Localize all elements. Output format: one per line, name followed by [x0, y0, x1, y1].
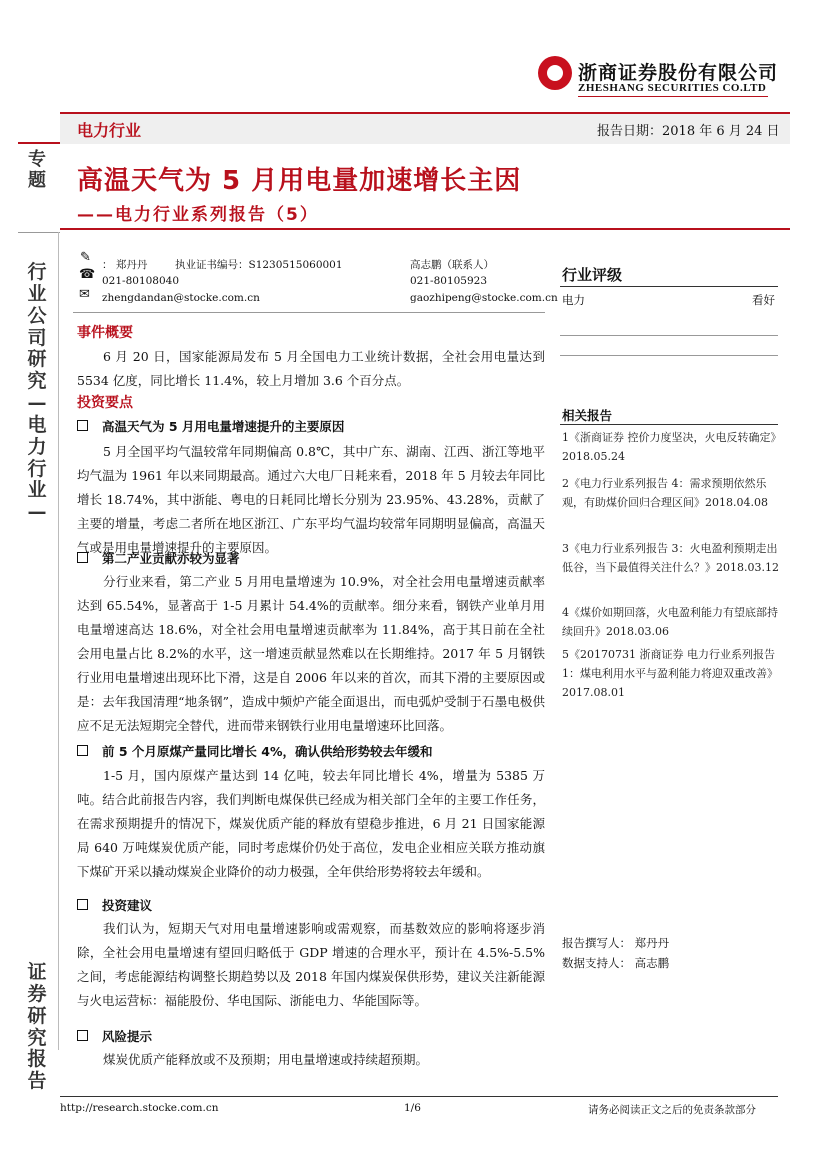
bullet-5-label: 风险提示	[102, 1029, 153, 1044]
sidebar-top-label: 专题	[28, 149, 46, 191]
pen-icon: ✎	[80, 250, 91, 265]
analyst2-phone: 021-80105923	[410, 275, 488, 287]
bullet-3-label: 前 5 个月原煤产量同比增长 4%，确认供给形势较去年缓和	[102, 744, 433, 759]
related-item-3[interactable]: 3《电力行业系列报告 3：火电盈利预期走出低谷，当下最值得关注什么？》2018.03.12	[562, 542, 779, 574]
event-text: 6 月 20 日，国家能源局发布 5 月全国电力工业统计数据，全社会用电量达到 5534 亿度，同比增长 11.4%，较上月增加 3.6 个百分点。	[77, 349, 545, 388]
related-item-1[interactable]: 1《浙商证券 控价力度坚决，火电反转确定》2018.05.24	[562, 431, 776, 463]
analyst1-phone: 021-80108040	[102, 275, 180, 287]
analyst1-cert: 执业证书编号：S1230515060001	[175, 259, 343, 271]
checkbox-icon	[77, 420, 88, 431]
bullet-4-text: 我们认为，短期天气对用电量增速影响或需观察，而基数效应的影响将逐步消除，全社会用电量增速有望回归略低于 GDP 增速的合理水平，预计在 4.5%-5.5%之间，考虑能源结构调整长期趋势以及 2018 年国内煤炭保供形势，建议关注新能源与火电运营标：福能股份、华电国际、浙能电力、华能国际等。	[77, 921, 545, 1008]
title-divider	[60, 228, 790, 230]
bullet-2-text: 分行业来看，第二产业 5 月用电量增速为 10.9%，对全社会用电量增速贡献率达到 65.54%，显著高于 1-5 月累计 54.4%的贡献率。细分来看，钢铁产业单月用电量增速高达 18.6%，对全社会用电量增速贡献率为 11.84%，高于其日前在全社会用电量占比 8.2%的水平，这一增速贡献显然难以在长期维持。2017 年 5 月钢铁行业用电量增速出现环比下滑，这是自 2006 年以来的首次，而其下滑的主要原因或是：去年我国清理“地条钢”，造成中频炉产能全面退出，而电弧炉受制于石墨电极供应不足无法短期完全替代，进而带来钢铁行业用电量增速环比回落。	[77, 574, 545, 733]
related-item-4[interactable]: 4《煤价如期回落，火电盈利能力有望底部持续回升》2018.03.06	[562, 606, 778, 638]
report-date: 报告日期：2018 年 6 月 24 日	[597, 124, 780, 139]
sidebar-middle-label: 行业公司研究—电力行业—	[27, 261, 47, 524]
sidebar-divider	[18, 232, 60, 233]
invest-title: 投资要点	[77, 395, 133, 411]
checkbox-icon	[77, 899, 88, 910]
logo-icon	[538, 56, 572, 90]
rating-rule-2	[560, 335, 778, 336]
analyst1-name: ： 郑丹丹	[102, 259, 148, 271]
checkbox-icon	[77, 1030, 88, 1041]
rating-industry: 电力	[562, 293, 585, 307]
company-name-en: ZHESHANG SECURITIES CO.LTD	[578, 82, 767, 94]
footer-rule	[60, 1096, 778, 1097]
sidebar-top-rule	[18, 142, 60, 144]
footer-url[interactable]: http://research.stocke.com.cn	[60, 1102, 219, 1114]
contact-divider	[73, 312, 545, 313]
page-title: 高温天气为 5 月用电量加速增长主因	[77, 166, 522, 196]
report-writer: 报告撰写人： 郑丹丹	[562, 936, 670, 950]
sidebar-bottom-label: 证券研究报告	[27, 961, 47, 1093]
rating-value: 看好	[752, 293, 775, 307]
rating-rule-3	[560, 355, 778, 356]
industry-label: 电力行业	[77, 121, 142, 140]
bullet-1-label: 高温天气为 5 月用电量增速提升的主要原因	[102, 419, 345, 434]
company-name-cn: 浙商证券股份有限公司	[578, 62, 779, 84]
checkbox-icon	[77, 552, 88, 563]
related-rule	[560, 424, 778, 425]
rating-title: 行业评级	[562, 266, 623, 284]
footer-disclaimer: 请务必阅读正文之后的免责条款部分	[588, 1104, 756, 1116]
bullet-2-head	[77, 549, 240, 567]
bullet-1-head	[77, 417, 344, 435]
analyst2-name: 高志鹏（联系人）	[410, 259, 494, 271]
rating-rule	[560, 286, 778, 287]
related-item-2[interactable]: 2《电力行业系列报告 4：需求预期依然乐观，有助煤价回归合理区间》2018.04.08	[562, 477, 768, 509]
related-title: 相关报告	[562, 408, 613, 423]
bullet-5-text: 煤炭优质产能释放或不及预期；用电量增速或持续超预期。	[103, 1052, 429, 1067]
bullet-4-head	[77, 896, 152, 914]
bullet-3-text: 1-5 月，国内原煤产量达到 14 亿吨，较去年同比增长 4%，增量为 5385 万吨。结合此前报告内容，我们判断电煤保供已经成为相关部门全年的主要工作任务，在需求预期提升的情况下，煤炭优质产能的释放有望稳步推进，6 月 21 日国家能源局 640 万吨煤炭优质产能，同时考虑煤价仍处于高位，发电企业相应关联方推动旗下煤矿开采以撬动煤炭企业降价的动力极强，全年供给形势将较去年缓和。	[77, 768, 545, 879]
data-support: 数据支持人： 高志鹏	[562, 956, 670, 970]
bullet-2-label: 第二产业贡献亦较为显著	[102, 551, 240, 566]
related-item-5[interactable]: 5《20170731 浙商证券 电力行业系列报告 1：煤电利用水平与盈利能力将迎双重改善》2017.08.01	[562, 648, 778, 699]
bullet-3-head	[77, 742, 432, 760]
bullet-1-text: 5 月全国平均气温较常年同期偏高 0.8℃，其中广东、湖南、江西、浙江等地平均气温为 1961 年以来同期最高。通过六大电厂日耗来看，2018 年 5 月较去年同比增长 18.74%，其中浙能、粤电的日耗同比增长分别为 23.95%、43.28%，贡献了主要的增量，考虑二者所在地区浙江、广东平均气温均较常年同期明显偏高，高温天气或是用电量增速提升的主要原因。	[77, 444, 545, 555]
logo-underline	[578, 96, 768, 97]
event-title: 事件概要	[77, 325, 133, 341]
bullet-5-head	[77, 1027, 152, 1045]
page-number: 1/6	[404, 1102, 421, 1114]
bullet-4-label: 投资建议	[102, 898, 153, 913]
mail-icon: ✉	[79, 287, 90, 302]
analyst2-email[interactable]: gaozhipeng@stocke.com.cn	[410, 292, 558, 304]
checkbox-icon	[77, 745, 88, 756]
phone-icon: ☎	[79, 267, 96, 282]
page-subtitle: ——电力行业系列报告（5）	[77, 205, 319, 225]
analyst1-email[interactable]: zhengdandan@stocke.com.cn	[102, 292, 260, 304]
sidebar-vline	[58, 232, 59, 1050]
